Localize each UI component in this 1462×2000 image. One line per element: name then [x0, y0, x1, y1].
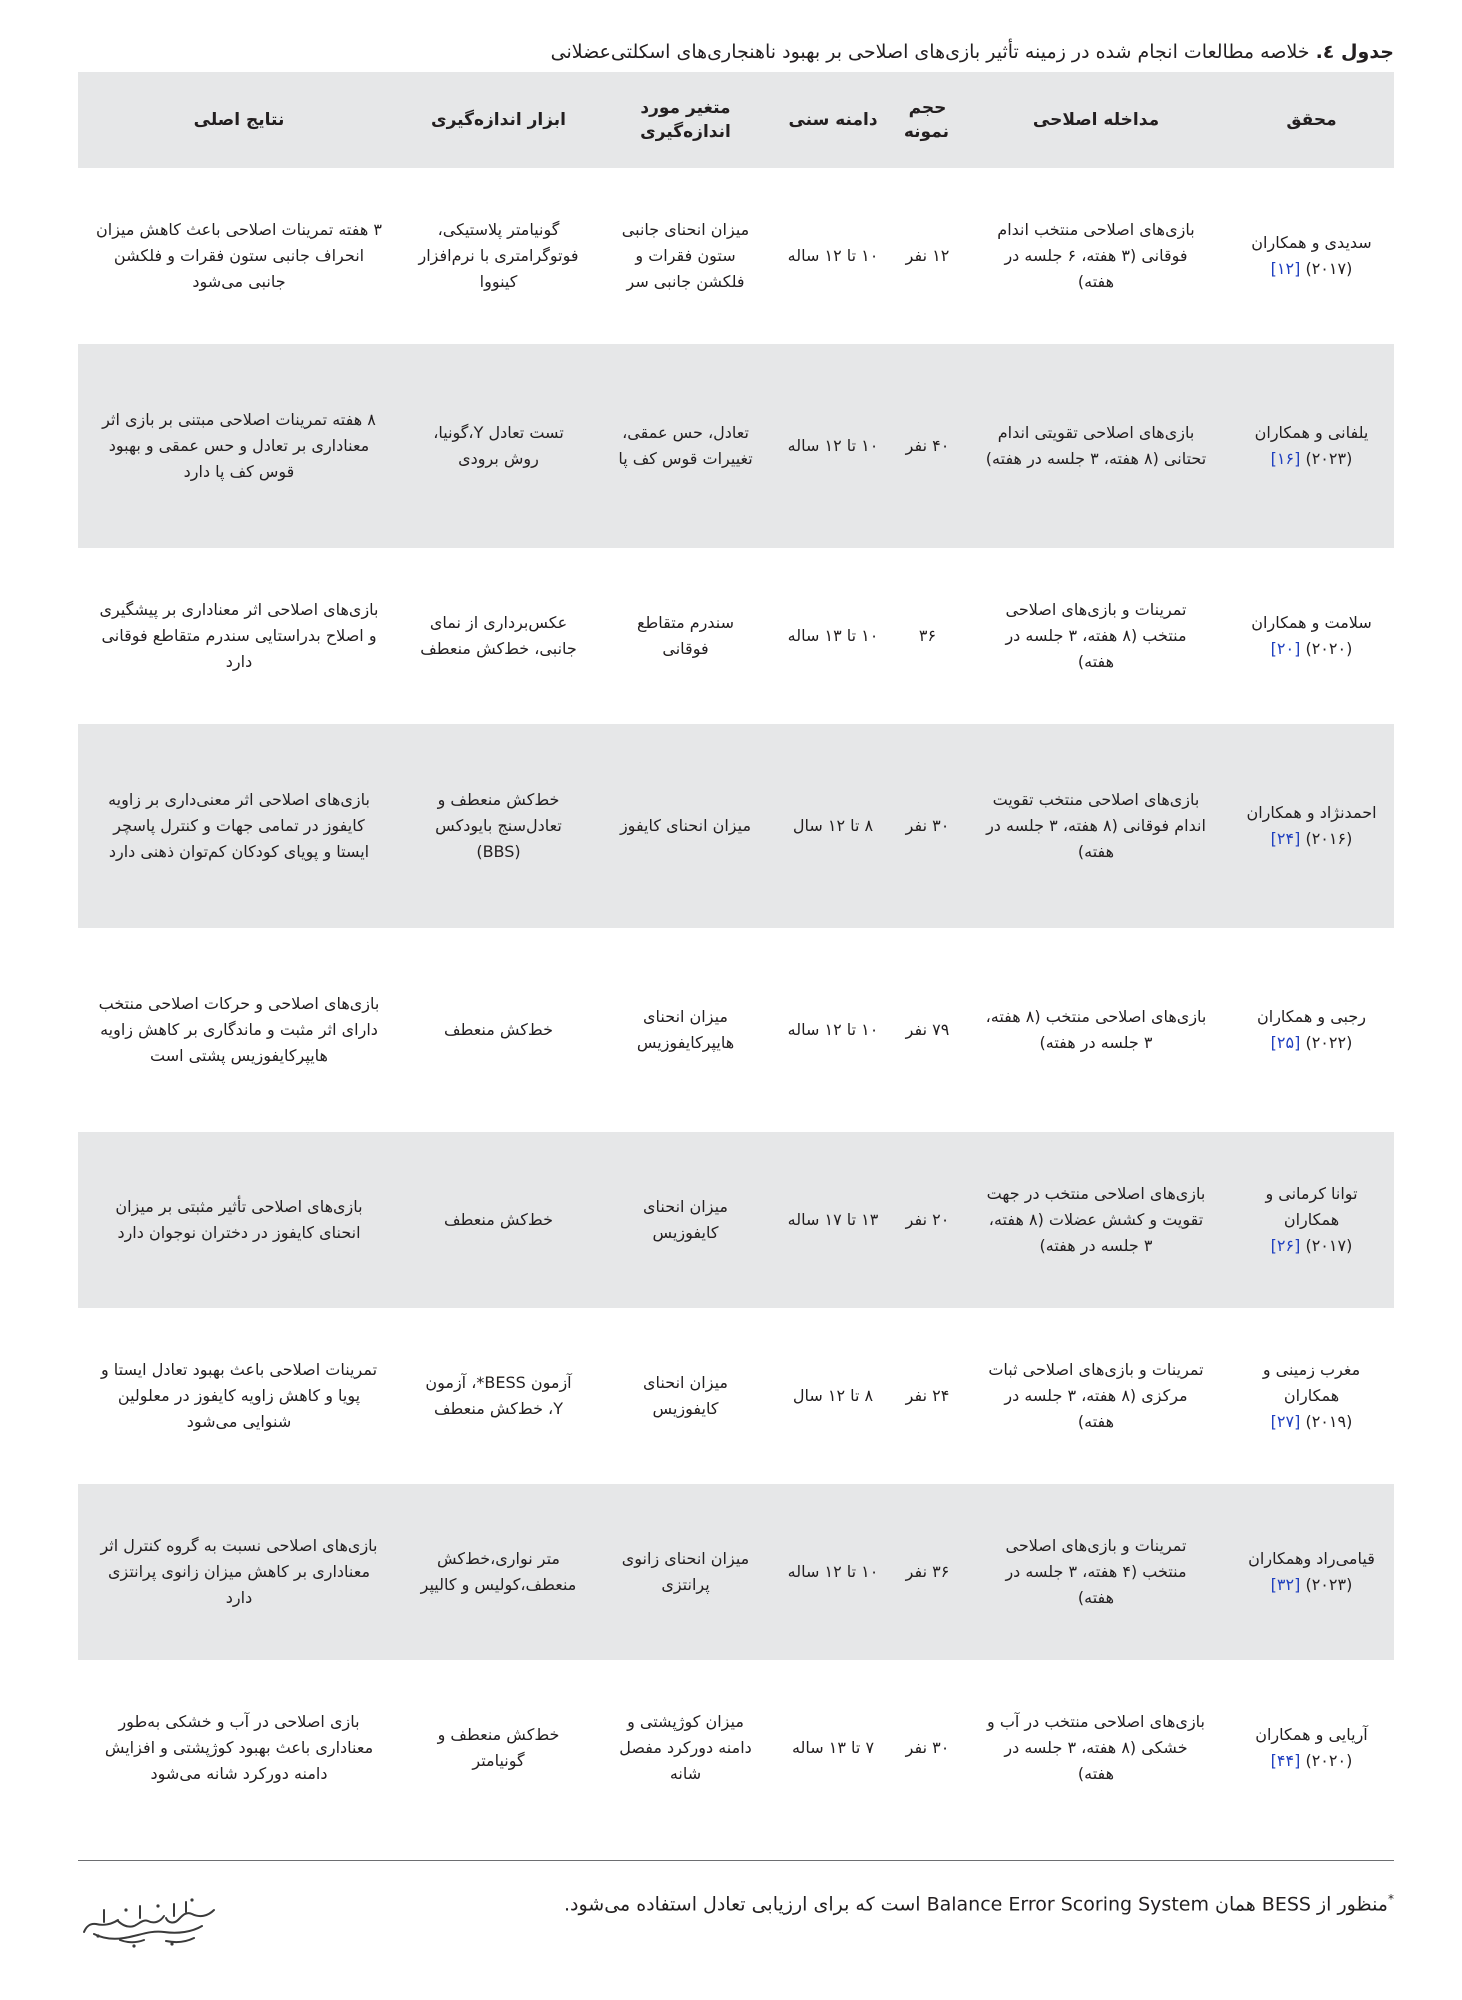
cell-results: بازی‌های اصلاحی تأثیر مثبتی بر میزان انحنای کایفوز در دختران نوجوان دارد — [78, 1132, 400, 1308]
cell-variable: میزان انحنای کایفوزیس — [597, 1132, 774, 1308]
footnote-text: منظور از BESS همان Balance Error Scoring System است که برای ارزیابی تعادل استفاده می‌شود. — [563, 1893, 1388, 1916]
researcher-name: احمدنژاد و همکاران — [1246, 803, 1377, 822]
table-row — [78, 344, 1394, 548]
cell-age-range: ۸ تا ۱۲ سال — [792, 1386, 874, 1405]
cell-age-range: ۱۰ تا ۱۳ ساله — [787, 626, 879, 645]
cell-researcher — [1229, 928, 1394, 1132]
caption-text: خلاصه مطالعات انجام شده در زمینه تأثیر بازی‌های اصلاحی بر بهبود ناهنجاری‌های اسکلتی‌عضلانی — [550, 41, 1316, 63]
cell-variable: میزان انحنای زانوی پرانتزی — [597, 1484, 774, 1660]
study-year: (۲۰۱۹) — [1305, 1412, 1353, 1431]
study-year: (۲۰۲۲) — [1305, 1033, 1353, 1052]
cell-intervention: بازی‌های اصلاحی منتخب در جهت تقویت و کشش عضلات (۸ هفته، ۳ جلسه در هفته) — [963, 1132, 1229, 1308]
cell-sample-size: ۳۰ نفر — [905, 1738, 950, 1757]
cell-tool: عکس‌برداری از نمای جانبی، خط‌کش منعطف — [420, 613, 577, 658]
cell-results: تمرینات اصلاحی باعث بهبود تعادل ایستا و پویا و کاهش زاویه کایفوز در معلولین شنوایی می‌شود — [100, 1360, 378, 1431]
header-variable: متغیر مورد اندازه‌گیری — [597, 72, 774, 168]
cell-sample-size: ۲۰ نفر — [892, 1132, 963, 1308]
header-age-range: دامنه سنی — [774, 72, 892, 168]
cell-variable: میزان انحنای کایفوزیس — [643, 1373, 728, 1418]
cell-researcher — [1229, 1132, 1394, 1308]
cell-sample-size: ۳۶ نفر — [892, 1484, 963, 1660]
cell-sample-size: ۳۶ — [918, 626, 937, 645]
cell-age-range: ۱۰ تا ۱۲ ساله — [774, 1484, 892, 1660]
cell-variable: میزان انحنای هایپرکایفوزیس — [636, 1007, 735, 1052]
reference-link[interactable]: [۲۴] — [1270, 829, 1301, 848]
cell-tool: تست تعادل Y،گونیا، روش برودی — [400, 344, 597, 548]
table-row — [78, 1660, 1394, 1836]
table-header-row — [78, 72, 1394, 168]
cell-sample-size: ۷۹ نفر — [905, 1020, 950, 1039]
cell-researcher — [1229, 344, 1394, 548]
cell-sample-size: ۱۲ نفر — [905, 246, 950, 265]
studies-table — [78, 72, 1394, 1836]
cell-researcher — [1229, 1484, 1394, 1660]
cell-intervention: بازی‌های اصلاحی منتخب در آب و خشکی (۸ هفته، ۳ جلسه در هفته) — [987, 1712, 1205, 1783]
table-caption — [78, 40, 1394, 64]
study-year: (۲۰۲۰) — [1305, 1751, 1353, 1770]
cell-variable: میزان انحنای جانبی ستون فقرات و فلکشن جانبی سر — [621, 220, 750, 291]
table-row — [78, 724, 1394, 928]
cell-sample-size: ۲۴ نفر — [905, 1386, 950, 1405]
cell-tool: آزمون BESS*، آزمون Y، خط‌کش منعطف — [425, 1373, 572, 1418]
cell-results: بازی‌های اصلاحی نسبت به گروه کنترل اثر معناداری بر کاهش میزان زانوی پرانتزی دارد — [78, 1484, 400, 1660]
researcher-name: توانا کرمانی و همکاران — [1265, 1184, 1358, 1229]
researcher-name: سلامت و همکاران — [1251, 613, 1372, 632]
study-year: (۲۰۱۷) — [1305, 259, 1353, 278]
journal-logo — [74, 1892, 224, 1952]
cell-results: بازی‌های اصلاحی اثر معنی‌داری بر زاویه کایفوز در تمامی جهات و کنترل پاسچر ایستا و پویای کودکان کم‌توان ذهنی دارد — [78, 724, 400, 928]
cell-age-range: ۷ تا ۱۳ ساله — [791, 1738, 875, 1757]
study-year: (۲۰۲۳) — [1305, 1575, 1353, 1594]
cell-age-range: ۱۰ تا ۱۲ ساله — [787, 1020, 879, 1039]
cell-sample-size: ۳۰ نفر — [892, 724, 963, 928]
cell-tool: خط‌کش منعطف — [400, 1132, 597, 1308]
table-row — [78, 928, 1394, 1132]
study-year: (۲۰۱۶) — [1305, 829, 1353, 848]
cell-researcher — [1229, 168, 1394, 344]
cell-variable: میزان انحنای کایفوز — [597, 724, 774, 928]
cell-intervention: بازی‌های اصلاحی منتخب اندام فوقانی (۳ هفته، ۶ جلسه در هفته) — [997, 220, 1195, 291]
cell-intervention: تمرینات و بازی‌های اصلاحی ثبات مرکزی (۸ هفته، ۳ جلسه در هفته) — [988, 1360, 1204, 1431]
cell-tool: خط‌کش منعطف و تعادل‌سنج بایودکس (BBS) — [400, 724, 597, 928]
cell-variable: سندرم متقاطع فوقانی — [637, 613, 734, 658]
header-intervention: مداخله اصلاحی — [963, 72, 1229, 168]
cell-variable: میزان کوژپشتی و دامنه دورکرد مفصل شانه — [619, 1712, 752, 1783]
cell-researcher — [1229, 1660, 1394, 1836]
footnote — [564, 1886, 1394, 1917]
cell-tool: متر نواری،خط‌کش منعطف،کولیس و کالیپر — [400, 1484, 597, 1660]
header-researcher: محقق — [1229, 72, 1394, 168]
reference-link[interactable]: [۳۲] — [1270, 1575, 1301, 1594]
cell-tool: گونیامتر پلاستیکی، فوتوگرامتری با نرم‌افزار کینووا — [418, 220, 579, 291]
cell-age-range: ۸ تا ۱۲ سال — [774, 724, 892, 928]
header-sample-size: حجم نمونه — [892, 72, 963, 168]
table-row — [78, 1308, 1394, 1484]
study-year: (۲۰۲۳) — [1305, 449, 1353, 468]
reference-link[interactable]: [۲۶] — [1270, 1236, 1301, 1255]
cell-results: ۸ هفته تمرینات اصلاحی مبتنی بر بازی اثر معناداری بر تعادل و حس عمقی و بهبود قوس کف پا دارد — [78, 344, 400, 548]
cell-results: بازی‌های اصلاحی اثر معناداری بر پیشگیری و اصلاح بدراستایی سندرم متقاطع فوقانی دارد — [99, 600, 379, 671]
cell-results: بازی‌های اصلاحی و حرکات اصلاحی منتخب دارای اثر مثبت و ماندگاری بر کاهش زاویه هایپرکایفوزیس پشتی است — [98, 994, 380, 1065]
cell-intervention: بازی‌های اصلاحی منتخب (۸ هفته، ۳ جلسه در هفته) — [985, 1007, 1207, 1052]
footnote-marker: * — [1388, 1892, 1394, 1906]
cell-researcher — [1229, 548, 1394, 724]
cell-results: ۳ هفته تمرینات اصلاحی باعث کاهش میزان انحراف جانبی ستون فقرات و فلکشن جانبی می‌شود — [96, 220, 382, 291]
header-tool: ابزار اندازه‌گیری — [400, 72, 597, 168]
cell-age-range: ۱۰ تا ۱۲ ساله — [774, 344, 892, 548]
cell-age-range: ۱۰ تا ۱۲ ساله — [787, 246, 879, 265]
header-results: نتایج اصلی — [78, 72, 400, 168]
table-row — [78, 1484, 1394, 1660]
cell-researcher — [1229, 1308, 1394, 1484]
cell-age-range: ۱۳ تا ۱۷ ساله — [774, 1132, 892, 1308]
table-row — [78, 168, 1394, 344]
cell-researcher — [1229, 724, 1394, 928]
study-year: (۲۰۲۰) — [1305, 639, 1353, 658]
cell-variable: تعادل، حس عمقی، تغییرات قوس کف پا — [597, 344, 774, 548]
bottom-rule — [78, 1860, 1394, 1861]
caption-label: جدول ٤. — [1315, 41, 1394, 63]
reference-link[interactable]: [۲۰] — [1270, 639, 1301, 658]
cell-tool: خط‌کش منعطف و گونیامتر — [437, 1725, 560, 1770]
reference-link[interactable]: [۱۶] — [1270, 449, 1301, 468]
cell-sample-size: ۴۰ نفر — [892, 344, 963, 548]
reference-link[interactable]: [۱۲] — [1270, 259, 1301, 278]
cell-intervention: تمرینات و بازی‌های اصلاحی منتخب (۴ هفته، ۳ جلسه در هفته) — [963, 1484, 1229, 1660]
reference-link[interactable]: [۲۵] — [1270, 1033, 1301, 1052]
researcher-name: سدیدی و همکاران — [1251, 233, 1372, 252]
researcher-name: یلفانی و همکاران — [1254, 423, 1369, 442]
reference-link[interactable]: [۲۷] — [1270, 1412, 1301, 1431]
cell-intervention: تمرینات و بازی‌های اصلاحی منتخب (۸ هفته، ۳ جلسه در هفته) — [1005, 600, 1187, 671]
cell-tool: خط‌کش منعطف — [444, 1020, 553, 1039]
reference-link[interactable]: [۴۴] — [1270, 1751, 1301, 1770]
cell-intervention: بازی‌های اصلاحی منتخب تقویت اندام فوقانی (۸ هفته، ۳ جلسه در هفته) — [963, 724, 1229, 928]
cell-intervention: بازی‌های اصلاحی تقویتی اندام تحتانی (۸ هفته، ۳ جلسه در هفته) — [963, 344, 1229, 548]
researcher-name: قیامی‌راد وهمکاران — [1248, 1549, 1375, 1568]
table-row — [78, 548, 1394, 724]
researcher-name: مغرب زمینی و همکاران — [1262, 1360, 1361, 1405]
table-row — [78, 1132, 1394, 1308]
cell-results: بازی اصلاحی در آب و خشکی به‌طور معناداری باعث بهبود کوژپشتی و افزایش دامنه دورکرد شانه می‌شود — [104, 1712, 374, 1783]
researcher-name: آریایی و همکاران — [1255, 1725, 1368, 1744]
study-year: (۲۰۱۷) — [1305, 1236, 1353, 1255]
researcher-name: رجبی و همکاران — [1257, 1007, 1366, 1026]
